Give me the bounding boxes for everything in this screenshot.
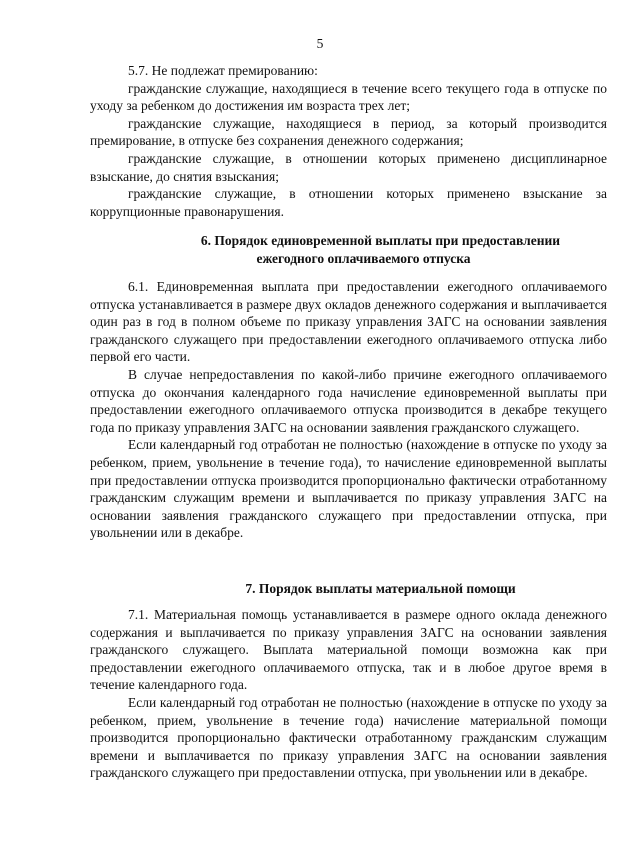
- section-7-body: [90, 606, 607, 782]
- section-6-body: [90, 278, 607, 542]
- paragraph: 6.1. Единовременная выплата при предоставлении ежегодного оплачиваемого отпуска устанавливается в размере двух окладов денежного содержания и выплачивается один раз в год в полном объеме по приказу управления ЗАГС на основании заявления гражданского служащего при предоставлении ежегодного оплачиваемого отпуска либо первой его части.: [90, 279, 607, 365]
- section-6-heading: [90, 232, 607, 267]
- paragraph: В случае непредоставления по какой-либо причине ежегодного оплачиваемого отпуска до окончания календарного года начисление единовременной выплаты при предоставлении ежегодного оплачиваемого отпуска производится в декабре текущего года по приказу управления ЗАГС на основании заявления гражданского служащего.: [90, 366, 607, 435]
- paragraph: 7.1. Материальная помощь устанавливается в размере одного оклада денежного содержания и выплачивается по приказу управления ЗАГС на основании заявления гражданского служащего. Выплата материальной помощи возможна как при предоставлении ежегодного оплачиваемого отпуска, так и в любое другое время в течение календарного года.: [90, 607, 607, 693]
- list-item: гражданские служащие, в отношении которых применено дисциплинарное взыскание, до снятия взыскания;: [90, 150, 607, 184]
- list-item: гражданские служащие, находящиеся в течение всего текущего года в отпуске по уходу за ребенком до достижения им возраста трех лет;: [90, 80, 607, 114]
- page-number: 5: [316, 36, 324, 51]
- section-6-title-line-2: ежегодного оплачиваемого отпуска: [256, 250, 471, 266]
- section-7-title: 7. Порядок выплаты материальной помощи: [245, 581, 516, 596]
- paragraph: Если календарный год отработан не полностью (нахождение в отпуске по уходу за ребенком, прием, увольнение в течение года) начисление материальной помощи производится пропорционально фактически отработанному гражданским служащим времени и выплачивается по приказу управления ЗАГС на основании заявления гражданского служащего при предоставлении отпуска, при увольнении или в декабре.: [90, 694, 607, 781]
- list-item: гражданские служащие, в отношении которых применено взыскание за коррупционные правонарушения.: [90, 186, 607, 219]
- section-6-title-line-1: 6. Порядок единовременной выплаты при предоставлении: [200, 233, 561, 248]
- section-5-7-intro: 5.7. Не подлежат премированию:: [128, 63, 318, 78]
- list-item: гражданские служащие, находящиеся в период, за который производится премирование, в отпуске без сохранения денежного содержания;: [90, 115, 607, 149]
- section-5-block: [90, 62, 607, 220]
- paragraph: Если календарный год отработан не полностью (нахождение в отпуске по уходу за ребенком, прием, увольнение в течение года), то начисление единовременной выплаты при предоставлении отпуска производится пропорционально фактически отработанному гражданским служащим времени и выплачивается по приказу управления ЗАГС на основании заявления гражданского служащего при предоставлении отпуска, при увольнении или в декабре.: [90, 437, 607, 541]
- section-7-heading: [90, 580, 607, 598]
